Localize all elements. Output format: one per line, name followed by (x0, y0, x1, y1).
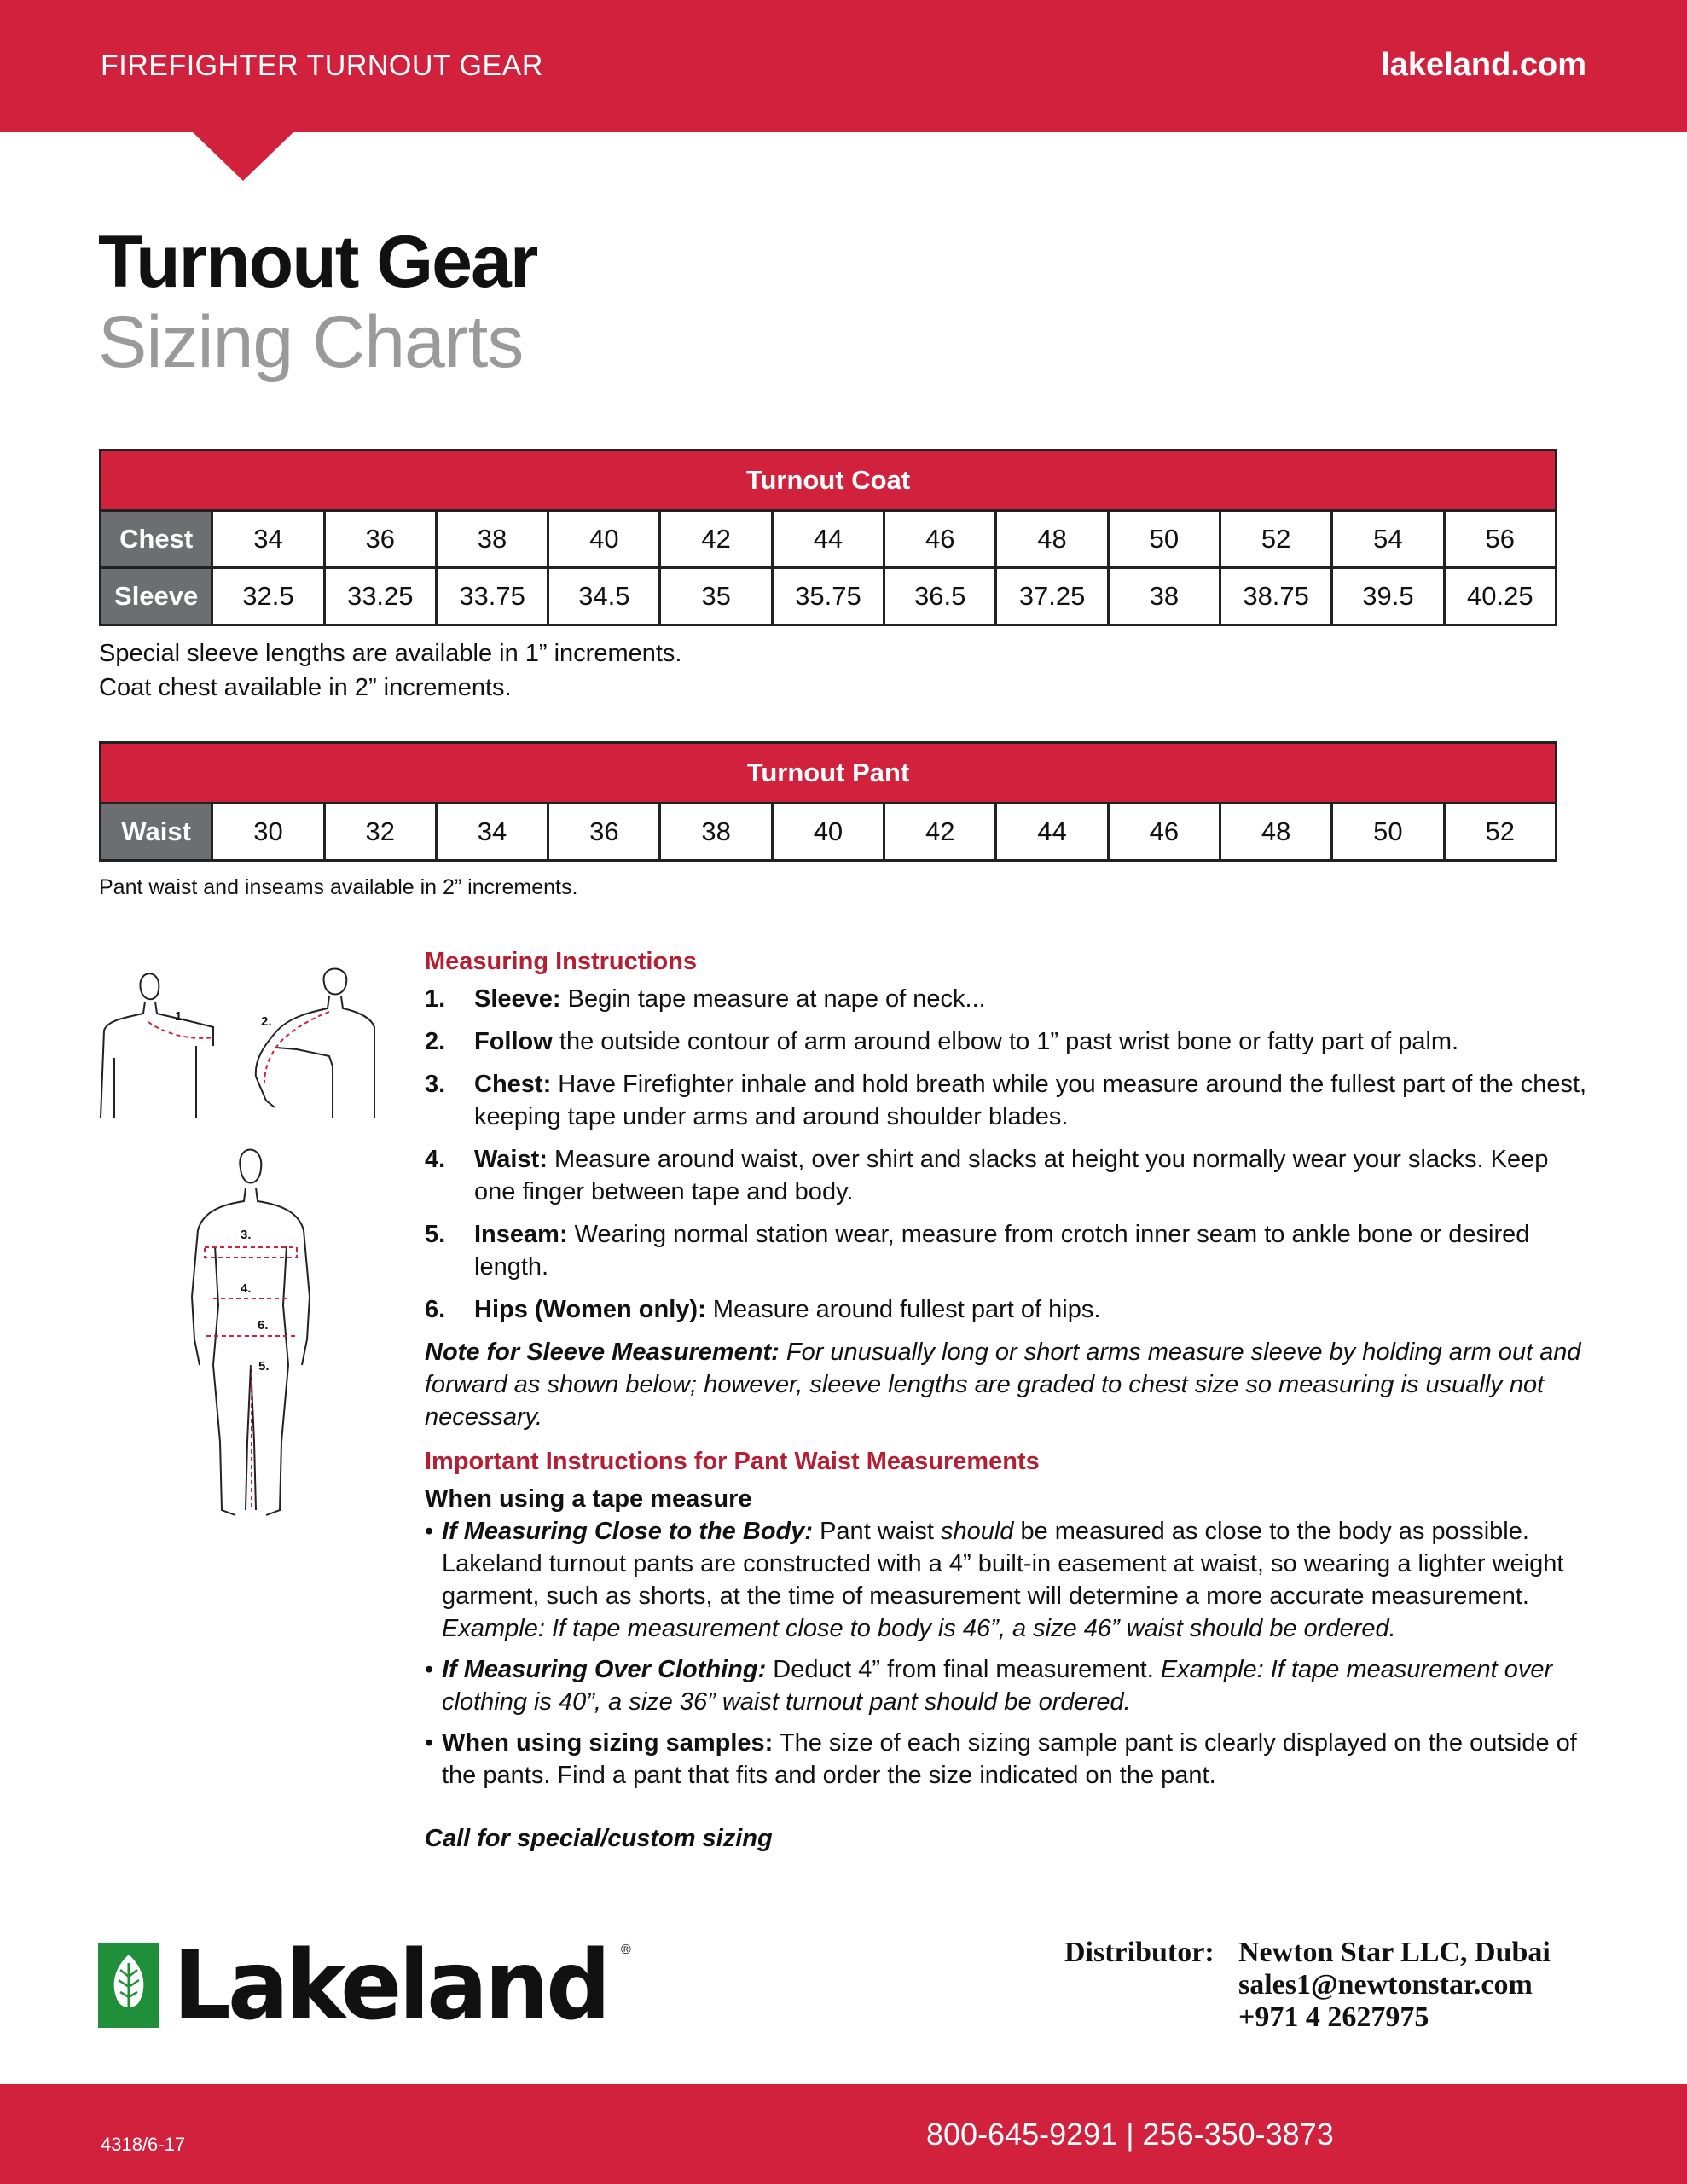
coat-size-table (99, 449, 1557, 626)
custom-sizing-callout: Call for special/custom sizing (425, 1825, 773, 1852)
list-item (425, 1293, 1589, 1326)
table-cell: 36 (548, 804, 660, 861)
table-row (101, 511, 1557, 568)
figure-label-2: 2. (261, 1014, 272, 1029)
sleeve-note-text: For unusually long or short arms measure sleeve by holding arm out and forward as shown below; however, sleeve lengths are graded to chest size so measuring is usually not necessary. (425, 1339, 1581, 1431)
table-cell: 54 (1332, 511, 1444, 568)
page-subtitle: Sizing Charts (98, 301, 524, 383)
step-number: 3. (425, 1071, 446, 1098)
table-cell: 44 (996, 804, 1108, 861)
table-cell: 32.5 (212, 568, 324, 625)
coat-table-title: Turnout Coat (101, 450, 1557, 511)
sleeve-note (425, 1336, 1589, 1433)
tape-measure-subheading: When using a tape measure (425, 1485, 752, 1513)
table-cell: 39.5 (1332, 568, 1444, 625)
table-cell: 32 (324, 804, 436, 861)
step-title: Hips (Women only): (474, 1296, 706, 1323)
step-title: Inseam: (474, 1221, 568, 1248)
document-code: 4318/6-17 (101, 2134, 186, 2155)
step-number: 6. (425, 1296, 446, 1323)
step-text: the outside contour of arm around elbow to 1” past wrist bone or fatty part of palm. (552, 1028, 1459, 1055)
table-cell: 52 (1220, 511, 1331, 568)
bullet-text: be measured as close to the body as possible. Lakeland turnout pants are constructed with a 4” built-in easement at waist, so wearing a lighter weight garment, such as shorts, at the time of measurement will determine a more accurate measurement. (442, 1518, 1564, 1610)
pant-table-title: Turnout Pant (101, 743, 1557, 804)
step-text: Measure around fullest part of hips. (705, 1296, 1101, 1323)
step-text: Measure around waist, over shirt and slacks at height you normally wear your slacks. Keep one finger between tape and body. (474, 1146, 1549, 1205)
row-label-sleeve: Sleeve (101, 568, 212, 625)
table-cell: 38.75 (1220, 568, 1331, 625)
figure-label-4: 4. (241, 1281, 252, 1296)
pant-note: Pant waist and inseams available in 2” increments. (99, 875, 578, 899)
coat-note: Special sleeve lengths are available in 1” increments. (99, 640, 682, 667)
measuring-steps (425, 983, 1589, 1326)
row-label-chest: Chest (101, 511, 212, 568)
coat-note: Coat chest available in 2” increments. (99, 674, 512, 701)
step-text: Have Firefighter inhale and hold breath while you measure around the fullest part of the chest, keeping tape under arms and around shoulder blades. (474, 1071, 1587, 1130)
table-cell: 48 (1220, 804, 1331, 861)
row-label-waist: Waist (101, 804, 212, 861)
distributor-phone: +971 4 2627975 (1238, 2001, 1429, 2033)
step-number: 1. (425, 985, 446, 1013)
table-cell: 36.5 (884, 568, 996, 625)
step-title: Follow (474, 1028, 553, 1055)
table-cell: 46 (884, 511, 996, 568)
list-item (425, 1025, 1589, 1058)
table-cell: 33.75 (436, 568, 548, 625)
logo-wordmark: Lakeland (173, 1931, 608, 2042)
table-cell: 52 (1444, 804, 1556, 861)
bullet-emphasis: should (940, 1518, 1014, 1545)
distributor-company: Newton Star LLC, Dubai (1238, 1937, 1551, 1968)
table-cell: 35 (660, 568, 772, 625)
instructions-column (425, 945, 1589, 1855)
table-cell: 30 (212, 804, 324, 861)
table-cell: 38 (436, 511, 548, 568)
list-item (425, 1068, 1589, 1133)
table-cell: 34 (212, 511, 324, 568)
footer-phone-numbers: 800-645-9291 | 256-350-3873 (926, 2117, 1334, 2152)
bullet-text: Deduct 4” from final measurement. (766, 1656, 1161, 1683)
footer-bar (0, 2084, 1687, 2184)
figure-label-1: 1. (175, 1009, 186, 1024)
step-number: 4. (425, 1146, 446, 1173)
table-cell: 40.25 (1444, 568, 1556, 625)
step-number: 5. (425, 1221, 446, 1248)
table-cell: 50 (1108, 511, 1220, 568)
table-row (101, 568, 1557, 625)
table-cell: 37.25 (996, 568, 1108, 625)
figure-label-3: 3. (241, 1228, 252, 1242)
table-cell: 46 (1108, 804, 1220, 861)
sleeve-note-title: Note for Sleeve Measurement: (425, 1339, 780, 1366)
distributor-email[interactable]: sales1@newtonstar.com (1238, 1969, 1533, 2001)
header-bar (0, 0, 1687, 132)
table-row (101, 804, 1557, 861)
pant-instructions-heading: Important Instructions for Pant Waist Measurements (425, 1448, 1040, 1475)
measuring-heading: Measuring Instructions (425, 948, 698, 975)
table-cell: 40 (548, 511, 660, 568)
list-item (425, 1515, 1589, 1645)
distributor-block (1064, 1937, 1551, 2034)
step-title: Waist: (474, 1146, 548, 1173)
header-notch (192, 131, 294, 181)
table-cell: 40 (772, 804, 884, 861)
table-cell: 48 (996, 511, 1108, 568)
pant-size-table (99, 741, 1557, 862)
bullet-title: If Measuring Over Clothing: (442, 1656, 767, 1683)
header-website-link[interactable]: lakeland.com (1381, 47, 1586, 83)
table-cell: 33.25 (324, 568, 436, 625)
list-item (425, 1727, 1589, 1792)
step-title: Sleeve: (474, 985, 561, 1013)
step-number: 2. (425, 1028, 446, 1055)
table-cell: 42 (660, 511, 772, 568)
table-cell: 38 (1108, 568, 1220, 625)
table-cell: 34 (436, 804, 548, 861)
table-cell: 50 (1332, 804, 1444, 861)
figure-label-5: 5. (258, 1359, 270, 1374)
bullet-title: If Measuring Close to the Body: (442, 1518, 814, 1545)
registered-mark: ® (621, 1943, 631, 1957)
bullet-title: When using sizing samples: (442, 1729, 774, 1757)
table-cell: 42 (884, 804, 996, 861)
leaf-logo-icon (98, 1943, 159, 2028)
list-item (425, 1218, 1589, 1283)
bullet-example: Example: If tape measurement over clothing is 40”, a size 36” waist turnout pant should be ordered. (442, 1656, 1553, 1716)
bullet-text: Pant waist (813, 1518, 941, 1545)
table-cell: 38 (660, 804, 772, 861)
body-measurement-figure (94, 964, 375, 1527)
table-cell: 56 (1444, 511, 1556, 568)
list-item (425, 1143, 1589, 1208)
step-title: Chest: (474, 1071, 552, 1098)
coat-notes (99, 636, 681, 705)
table-cell: 36 (324, 511, 436, 568)
header-category: FIREFIGHTER TURNOUT GEAR (101, 49, 543, 82)
step-text: Wearing normal station wear, measure from crotch inner seam to ankle bone or desired length. (474, 1221, 1530, 1281)
bullet-text: The size of each sizing sample pant is clearly displayed on the outside of the pants. Find a pant that fits and order the size indicated on the pant. (442, 1729, 1577, 1789)
pant-instructions-list (425, 1515, 1589, 1792)
table-cell: 34.5 (548, 568, 660, 625)
table-cell: 44 (772, 511, 884, 568)
step-text: Begin tape measure at nape of neck... (560, 985, 986, 1013)
figure-label-6: 6. (258, 1318, 269, 1333)
table-cell: 35.75 (772, 568, 884, 625)
list-item (425, 1653, 1589, 1718)
page-title: Turnout Gear (98, 221, 537, 303)
bullet-example: Example: If tape measurement close to body is 46”, a size 46” waist should be ordered. (442, 1615, 1396, 1642)
list-item (425, 983, 1589, 1015)
distributor-label: Distributor: (1064, 1937, 1215, 1968)
